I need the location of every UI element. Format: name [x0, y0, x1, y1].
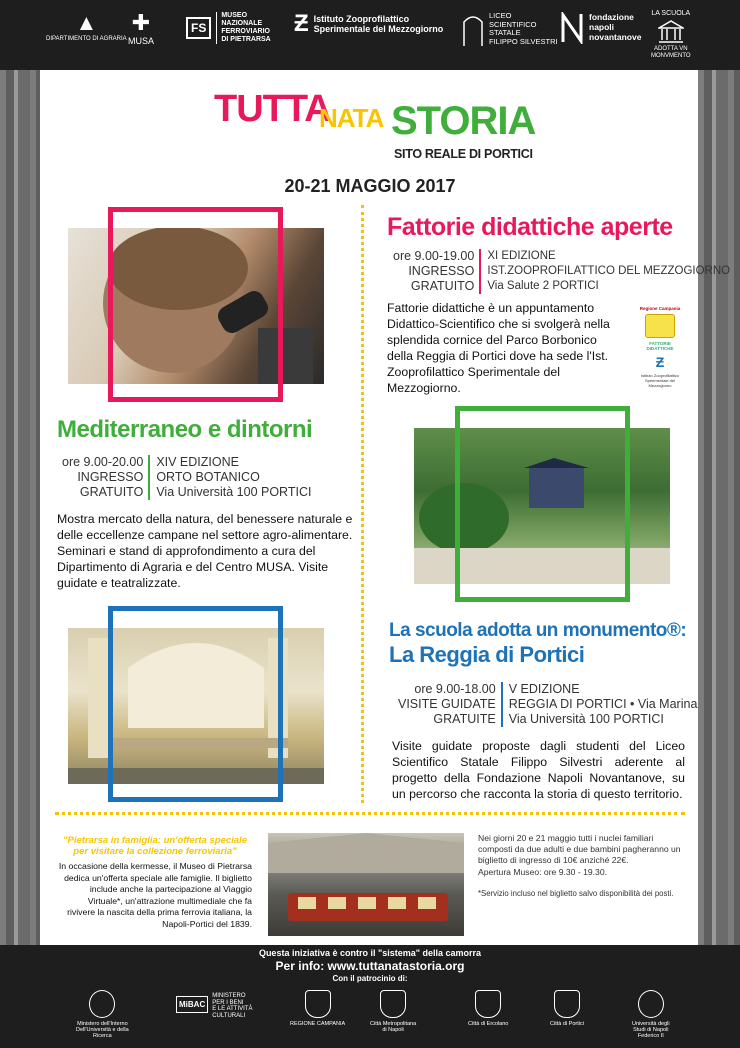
fondazione-logo: [560, 12, 641, 44]
regione-campania-mini-logo: Regione Campania: [639, 306, 681, 311]
istituto-mini-z-icon: Ƶ: [655, 354, 665, 370]
patron-ercolano: [468, 990, 508, 1027]
pietrarsa-offer: [478, 833, 690, 899]
fattorie-mini-logo-icon: [645, 314, 675, 338]
italian-emblem-icon: [89, 990, 115, 1018]
ercolano-crest-icon: [475, 990, 501, 1018]
fs-badge: FS: [186, 17, 211, 39]
vertical-dotted-divider: [361, 205, 364, 803]
regione-shield-icon: [305, 990, 331, 1018]
patron-label-2: MINISTERO PER I BENI E LE ATTIVITÀ CULTURALI: [212, 993, 253, 1019]
scuola-title: [389, 619, 686, 667]
blue-frame: [108, 606, 283, 802]
background-stonework-left: [0, 70, 40, 945]
title-tutta-text: TUTTA: [214, 88, 331, 130]
istituto-logo: [294, 12, 443, 36]
scuola-title-line-2: La Reggia di Portici: [389, 642, 585, 667]
pietrarsa-offer-text: Nei giorni 20 e 21 maggio tutti i nuclei familiari composti da due adulti e due bambini pagheranno un biglietto di ingresso di 10€ anziché 22€.: [478, 833, 681, 866]
patron-label-3: REGIONE CAMPANIA: [290, 1021, 346, 1027]
scuola-address: Via Università 100 PORTICI: [508, 712, 664, 726]
liceo-logo-text: LICEO SCIENTIFICO STATALE FILIPPO SILVESTRI: [489, 11, 558, 46]
mediterraneo-edition: XIV EDIZIONE: [156, 455, 239, 469]
fattorie-entry-2: GRATUITO: [410, 279, 475, 293]
patron-label-1: Ministero dell'Interno Dell'Università e della Ricerca: [76, 1021, 129, 1040]
pietrarsa-opening: Apertura Museo: ore 9.30 - 19.30.: [478, 866, 607, 877]
pietrarsa-title: "Pietrarsa in famiglia: un'offerta speciale per visitare la collezione ferroviaria": [63, 835, 247, 857]
pink-frame: [108, 207, 283, 402]
scuola-edition: V EDIZIONE: [508, 682, 580, 696]
partner-logo-bar: [0, 0, 740, 70]
scuola-monumento-logo: [651, 10, 691, 60]
fattorie-edition: XI EDIZIONE: [487, 250, 556, 262]
fattorie-place: IST.ZOOPROFILATTICO DEL MEZZOGIORNO: [487, 265, 731, 277]
fattorie-hours-block: [393, 249, 479, 294]
footer-camorra-line: Questa iniziativa è contro il "sistema" della camorra: [258, 948, 482, 958]
scuola-title-line-1: La scuola adotta un monumento®:: [389, 620, 687, 641]
fattorie-mini-logo-text: FATTORIE DIDATTICHE: [646, 341, 674, 351]
patron-federico-ii: [632, 990, 670, 1039]
mediterraneo-hours-block: [62, 455, 148, 500]
fondazione-logo-text: fondazione napoli novantanove: [589, 12, 642, 42]
mediterraneo-place: ORTO BOTANICO: [156, 470, 260, 484]
patron-portici: [550, 990, 584, 1027]
fattorie-title: Fattorie didattiche aperte: [387, 213, 673, 241]
portici-crest-icon: [554, 990, 580, 1018]
fattorie-entry-1: INGRESSO: [408, 264, 475, 278]
pietrarsa-description: In occasione della kermesse, il Museo di Pietrarsa dedica un'offerta speciale alle famiglie. Il biglietto include anche la partecipazione al Viaggio Virtuale*, un'attrazione multimediale che fa rivivere la nascita della prima ferrovia italiana, la Napoli-Portici del 1839.: [58, 861, 252, 929]
fattorie-description: Fattorie didattiche è un appuntamento Didattico-Scientifico che si svolgerà nella splendida cornice del Parco Borbonico della Reggia di Portici dove ha sede l'Ist. Zooprofilattico Sperimentale del Mezzogiorno.: [387, 301, 610, 395]
scuola-entry-1: VISITE GUIDATE: [398, 697, 496, 711]
footer-info-line: Per info: www.tuttanatastoria.org: [275, 959, 465, 973]
agraria-logo: [46, 12, 127, 43]
mediterraneo-info: [62, 455, 311, 500]
patron-citta-metropolitana: [370, 990, 416, 1033]
background-stonework-right: [698, 70, 740, 945]
patron-mibac: [176, 990, 252, 1019]
liceo-building-icon: [462, 12, 484, 46]
istituto-logo-text: Istituto Zooprofilattico Sperimentale del Mezzogiorno: [313, 13, 444, 34]
scuola-place: REGGIA DI PORTICI • Via Marina: [508, 697, 698, 711]
mibac-logo-icon: MiBAC: [176, 996, 208, 1013]
title-tutta: [214, 88, 331, 131]
mediterraneo-address: Via Università 100 PORTICI: [156, 485, 312, 499]
event-date: 20-21 MAGGIO 2017: [284, 176, 456, 196]
scuola-info: [398, 682, 697, 727]
museo-pietrarsa-logo: [186, 12, 271, 44]
musa-logo: [128, 12, 154, 46]
liceo-logo: [462, 12, 558, 47]
fattorie-hours: ore 9.00-19.00: [393, 249, 475, 263]
fattorie-info: [393, 249, 730, 294]
temple-icon: [658, 20, 684, 44]
musa-cross-icon: ✚: [131, 10, 151, 35]
fattorie-place-block: [479, 249, 730, 294]
fondazione-n-icon: [560, 12, 584, 44]
scuola-entry-2: GRATUITE: [433, 712, 496, 726]
istituto-mini-logo-text: Istituto Zooprofilattico Sperimentale del Mezzogiorno: [640, 373, 680, 388]
scuola-logo-top: LA SCUOLA: [651, 10, 691, 17]
patron-regione-campania: [290, 990, 345, 1027]
footer-patrocinio-line: Con il patrocinio di:: [332, 974, 408, 983]
railway-carriage-icon: [268, 833, 464, 936]
green-frame: [455, 406, 630, 602]
patron-ministero-interno: [76, 990, 129, 1039]
scuola-logo-bottom: ADOTTA VN MONVMENTO: [651, 46, 691, 59]
patron-label-4: Città Metropolitana di Napoli: [370, 1021, 417, 1034]
scuola-hours-block: [398, 682, 501, 727]
mediterraneo-hours: ore 9.00-20.00: [62, 455, 144, 469]
mediterraneo-description: Mostra mercato della natura, del benessere naturale e delle eccellenze campane nel settore agro-alimentare. Seminari e stand di approfondimento a cura del Dipartimento di Agraria e del Centro MUSA. Visite guidate e teatralizzate.: [57, 512, 353, 590]
title-storia: STORIA: [391, 99, 536, 143]
fattorie-address: Via Salute 2 PORTICI: [487, 280, 599, 292]
pietrarsa-note: *Servizio incluso nel biglietto salvo disponibilità dei posti.: [478, 888, 674, 898]
metro-horse-icon: [380, 990, 406, 1018]
patron-label-7: Università degli Studi di Napoli Federico II: [632, 1021, 670, 1040]
horizontal-dotted-divider: [55, 812, 685, 815]
train-museum-photo: [268, 833, 464, 936]
scuola-place-block: [501, 682, 698, 727]
title-nata: NATA: [319, 103, 384, 133]
agraria-mark-icon: ▲: [75, 10, 98, 35]
mediterraneo-title: Mediterraneo e dintorni: [57, 416, 313, 443]
scuola-hours: ore 9.00-18.00: [414, 682, 496, 696]
federico-ii-seal-icon: [638, 990, 664, 1018]
mediterraneo-entry-1: INGRESSO: [77, 470, 144, 484]
agraria-logo-text: DIPARTIMENTO DI AGRARIA: [46, 36, 127, 42]
scuola-description: Visite guidate proposte dagli studenti del Liceo Scientifico Statale Filippo Silvestri aderente al progetto della Fondazione Napoli Novantanove, su un percorso che racconta la storia di questo territorio.: [392, 739, 685, 801]
mediterraneo-place-block: [148, 455, 311, 500]
mediterraneo-entry-2: GRATUITO: [79, 485, 144, 499]
patron-label-5: Città di Ercolano: [468, 1021, 509, 1027]
musa-logo-text: MUSA: [128, 36, 155, 46]
museo-logo-text: MUSEO NAZIONALE FERROVIARIO DI PIETRARSA: [216, 12, 270, 44]
subtitle-sito-reale: SITO REALE DI PORTICI: [394, 147, 533, 161]
patron-label-6: Città di Portici: [550, 1021, 584, 1027]
istituto-z-icon: Ƶ: [294, 10, 309, 37]
fattorie-logos: [638, 306, 682, 388]
